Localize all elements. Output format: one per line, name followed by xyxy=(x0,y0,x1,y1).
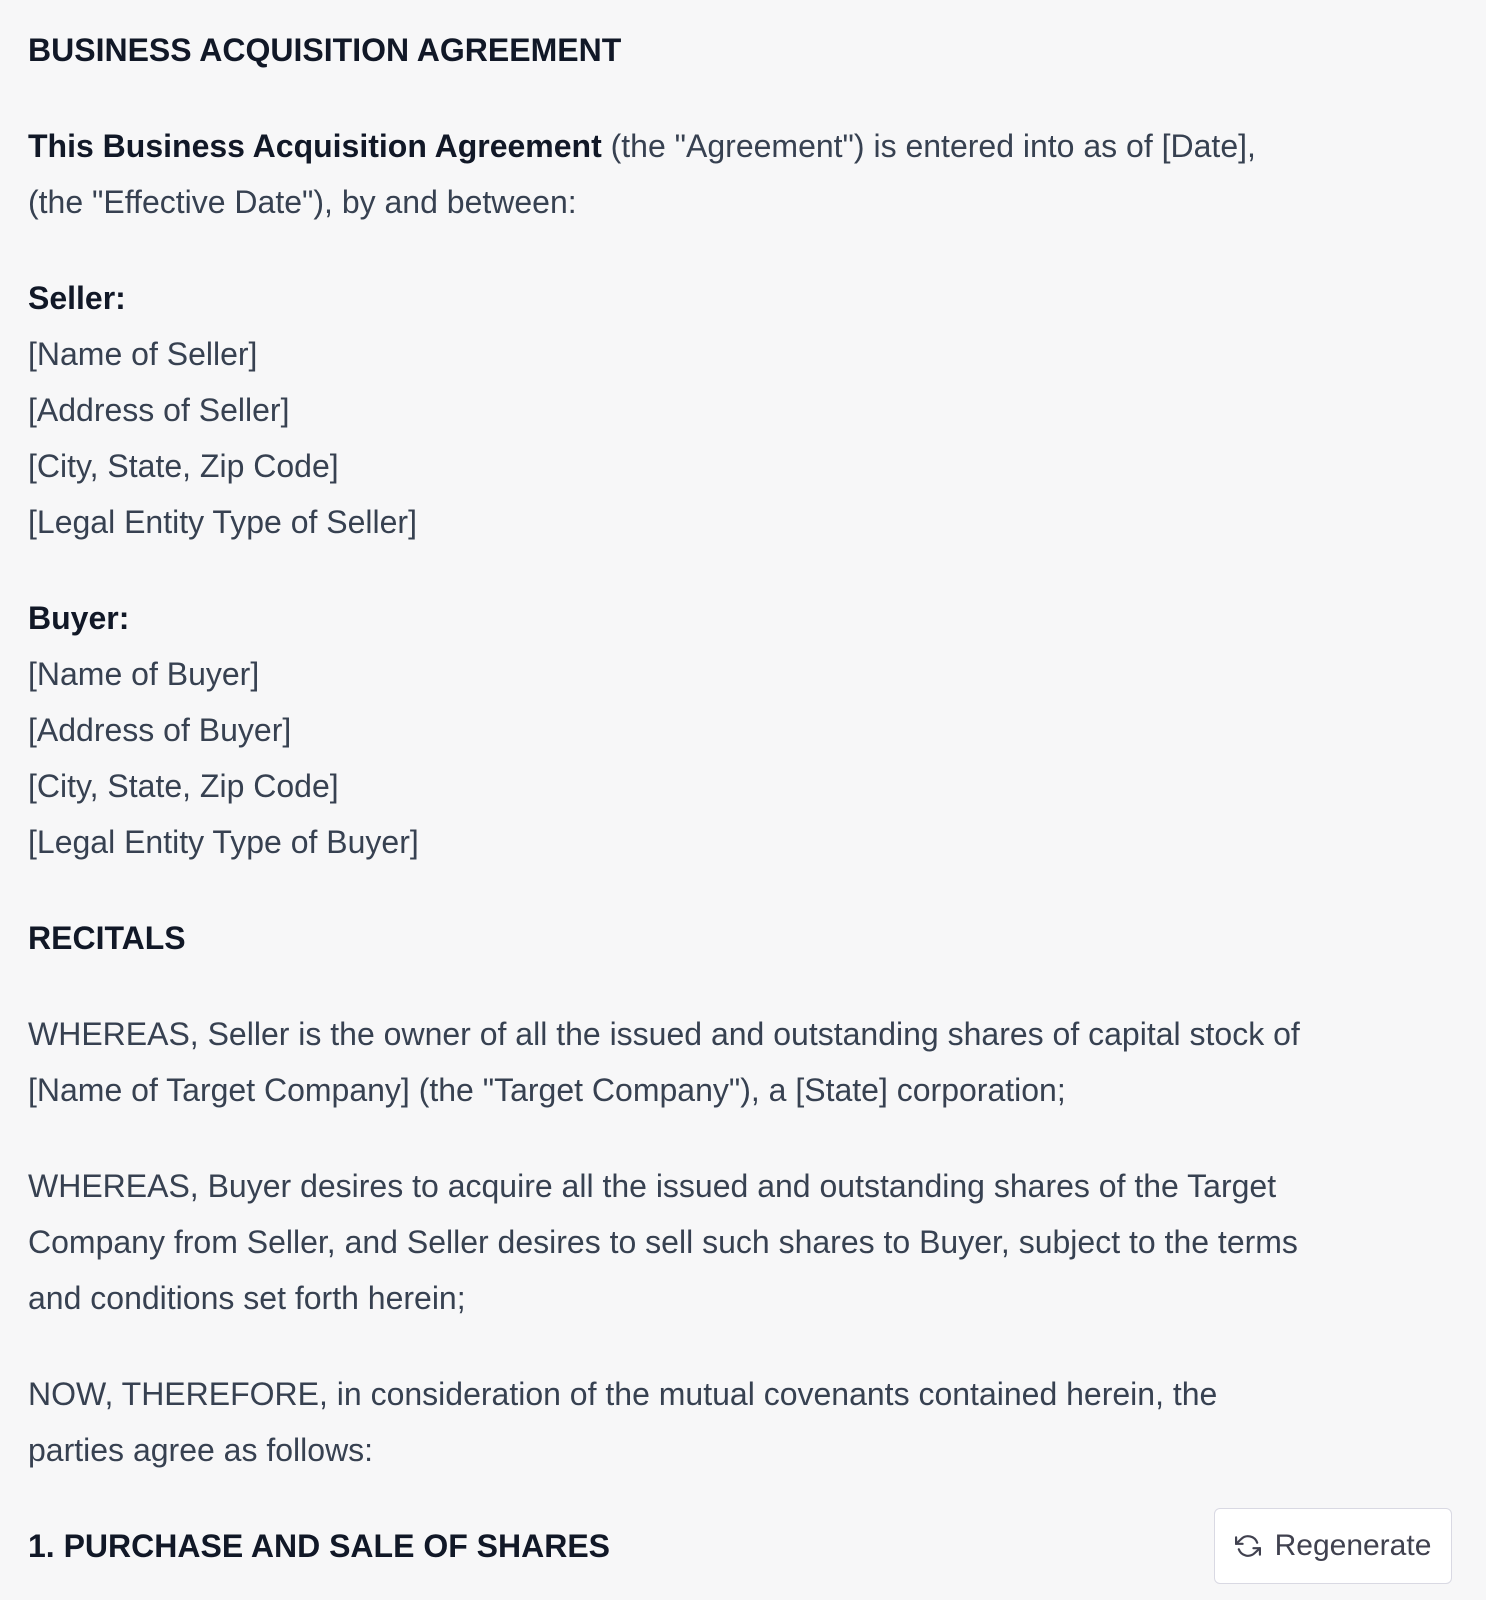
refresh-icon xyxy=(1235,1533,1261,1559)
recital-paragraph: NOW, THEREFORE, in consideration of the mutual covenants contained herein, the parties agree as follows: xyxy=(28,1376,1218,1468)
document-title: BUSINESS ACQUISITION AGREEMENT xyxy=(28,32,622,68)
buyer-address: [Address of Buyer] xyxy=(28,712,292,748)
regenerate-label: Regenerate xyxy=(1274,1529,1432,1562)
intro-paragraph xyxy=(28,118,1318,230)
recitals-heading: RECITALS xyxy=(28,920,186,956)
seller-block xyxy=(28,270,1318,550)
section-heading: 1. PURCHASE AND SALE OF SHARES xyxy=(28,1528,610,1564)
buyer-entity-type: [Legal Entity Type of Buyer] xyxy=(28,824,419,860)
regenerate-button[interactable] xyxy=(1214,1508,1452,1584)
buyer-block xyxy=(28,590,1318,870)
intro-strong-text: This Business Acquisition Agreement xyxy=(28,128,602,164)
intro-text: (the "Agreement") is entered into as of [Date], (the "Effective Date"), by and between: xyxy=(28,128,1256,220)
buyer-label: Buyer: xyxy=(28,600,130,636)
buyer-name: [Name of Buyer] xyxy=(28,656,260,692)
agreement-document xyxy=(28,22,1318,1600)
seller-city-state-zip: [City, State, Zip Code] xyxy=(28,448,339,484)
buyer-city-state-zip: [City, State, Zip Code] xyxy=(28,768,339,804)
seller-name: [Name of Seller] xyxy=(28,336,258,372)
seller-label: Seller: xyxy=(28,280,126,316)
recital-paragraph: WHEREAS, Buyer desires to acquire all the issued and outstanding shares of the Target Company from Seller, and Seller desires to sell such shares to Buyer, subject to the terms and conditions set forth herein; xyxy=(28,1168,1298,1316)
seller-address: [Address of Seller] xyxy=(28,392,290,428)
seller-entity-type: [Legal Entity Type of Seller] xyxy=(28,504,417,540)
recital-paragraph: WHEREAS, Seller is the owner of all the issued and outstanding shares of capital stock of [Name of Target Company] (the "Target Company"), a [State] corporation; xyxy=(28,1016,1300,1108)
